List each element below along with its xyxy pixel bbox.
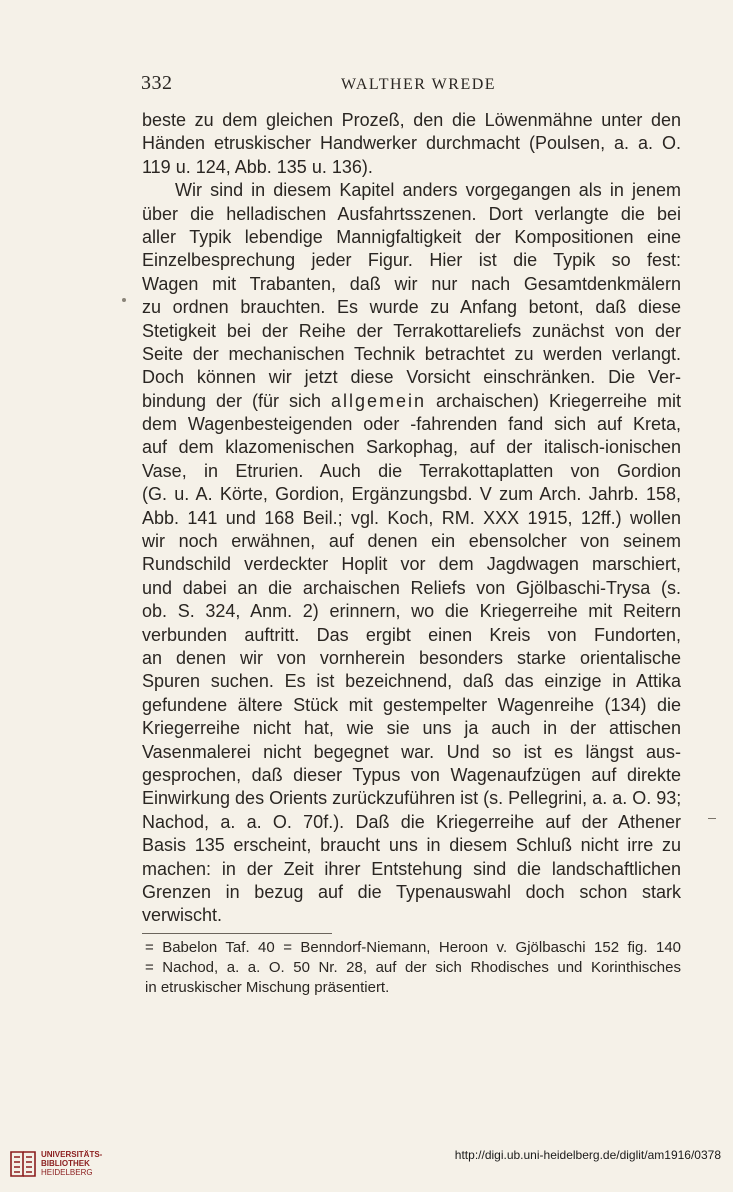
body-line: Abb. 141 und 168 Beil.; vgl. Koch, RM. XXX 1915, 12ff.) wollen: [142, 507, 681, 528]
body-line: (G. u. A. Körte, Gordion, Ergänzungsbd. V zum Arch. Jahrb. 158,: [142, 484, 681, 505]
footnote-line: in etruskischer Mischung präsentiert.: [145, 979, 390, 996]
body-line-part: archaischen) Kriegerreihe mit: [435, 390, 681, 411]
library-name-line: BIBLIOTHEK: [41, 1159, 90, 1168]
body-line: [142, 390, 681, 413]
body-line: Vase, in Etrurien. Auch die Terrakottaplatten von Gordion: [142, 460, 681, 481]
running-head: WALTHER WREDE: [341, 76, 497, 93]
footnotes: [145, 938, 681, 998]
body-line: Basis 135 erscheint, braucht uns in diesem Schluß nicht irre zu: [142, 835, 681, 856]
body-line: über die helladischen Ausfahrtsszenen. Dort verlangte die bei: [142, 203, 681, 224]
body-line: Grenzen in bezug auf die Typenauswahl doch schon stark: [142, 881, 681, 902]
library-name: [41, 1150, 102, 1177]
body-line: und dabei an die archaischen Reliefs von Gjölbaschi-Trysa (s.: [142, 577, 681, 598]
footnote-line: = Babelon Taf. 40 = Benndorf-Niemann, Heroon v. Gjölbaschi 152 fig. 140: [145, 939, 681, 956]
body-line: Wagen mit Trabanten, daß wir nur nach Gesamtdenkmälern: [142, 273, 681, 294]
body-line: Wir sind in diesem Kapitel anders vorgegangen als in jenem: [175, 180, 681, 201]
body-line: Stetigkeit bei der Reihe der Terrakottareliefs zunächst von der: [142, 320, 681, 341]
body-line: Seite der mechanischen Technik betrachtet zu werden verlangt.: [142, 343, 681, 364]
body-line: dem Wagenbesteigenden oder -fahrenden fand sich auf Kreta,: [142, 414, 681, 435]
body-line: Doch können wir jetzt diese Vorsicht einschränken. Die Ver-: [142, 367, 681, 388]
body-line: Einzelbesprechung jeder Figur. Hier ist die Typik so fest:: [142, 250, 681, 271]
body-line: Einwirkung des Orients zurückzuführen ist (s. Pellegrini, a. a. O. 93;: [142, 788, 682, 809]
body-line: aller Typik lebendige Mannigfaltigkeit der Kompositionen eine: [142, 226, 681, 247]
body-text: [142, 109, 681, 928]
body-line: verwischt.: [142, 905, 223, 926]
body-line: gefundene ältere Stück mit gestempelter Wagenreihe (134) die: [142, 694, 681, 715]
page-number: 332: [141, 72, 173, 94]
body-line: gesprochen, daß dieser Typus von Wagenaufzügen auf direkte: [142, 764, 681, 785]
body-line-part: bindung der (für sich: [142, 390, 321, 411]
body-line: Spuren suchen. Es ist bezeichnend, daß das einzige in Attika: [142, 671, 681, 692]
page-header: [141, 72, 681, 98]
margin-dot: [122, 298, 126, 302]
body-line: 119 u. 124, Abb. 135 u. 136).: [142, 156, 373, 177]
body-line: an denen wir von vornherein besonders starke orientalische: [142, 647, 681, 668]
footnote-rule: [142, 933, 332, 934]
body-line: machen: in der Zeit ihrer Entstehung sind die landschaftlichen: [142, 858, 681, 879]
footnote-line: = Nachod, a. a. O. 50 Nr. 28, auf der sich Rhodisches und Korinthisches: [145, 959, 681, 976]
margin-mark: [708, 818, 716, 819]
body-line: ob. S. 324, Anm. 2) erinnern, wo die Kriegerreihe mit Reitern: [142, 601, 681, 622]
body-line: auf dem klazomenischen Sarkophag, auf der italisch-ionischen: [142, 437, 681, 458]
library-logo-icon: [8, 1148, 38, 1180]
body-line: Vasenmalerei nicht begegnet war. Und so ist es längst aus-: [142, 741, 681, 762]
body-line: beste zu dem gleichen Prozeß, den die Löwenmähne unter den: [142, 110, 681, 130]
body-line: Kriegerreihe nicht hat, wie sie uns ja auch in der attischen: [142, 718, 681, 739]
body-line: zu ordnen brauchten. Es wurde zu Anfang betont, daß diese: [142, 297, 681, 318]
library-name-line: HEIDELBERG: [41, 1168, 93, 1177]
body-line: verbunden auftritt. Das ergibt einen Kreis von Fundorten,: [142, 624, 681, 645]
body-line: wir noch erwähnen, auf denen ein ebensolcher von seinem: [142, 531, 681, 552]
source-url-link[interactable]: http://digi.ub.uni-heidelberg.de/diglit/am1916/0378: [454, 1148, 721, 1162]
body-line: Rundschild verdeckter Hoplit vor dem Jagdwagen marschiert,: [142, 554, 681, 575]
spaced-word: allgemein: [330, 390, 426, 411]
body-line: Händen etruskischer Handwerker durchmacht (Poulsen, a. a. O.: [142, 133, 681, 154]
body-line: Nachod, a. a. O. 70f.). Daß die Kriegerreihe auf der Athener: [142, 811, 681, 832]
library-name-line: UNIVERSITÄTS-: [41, 1150, 103, 1159]
